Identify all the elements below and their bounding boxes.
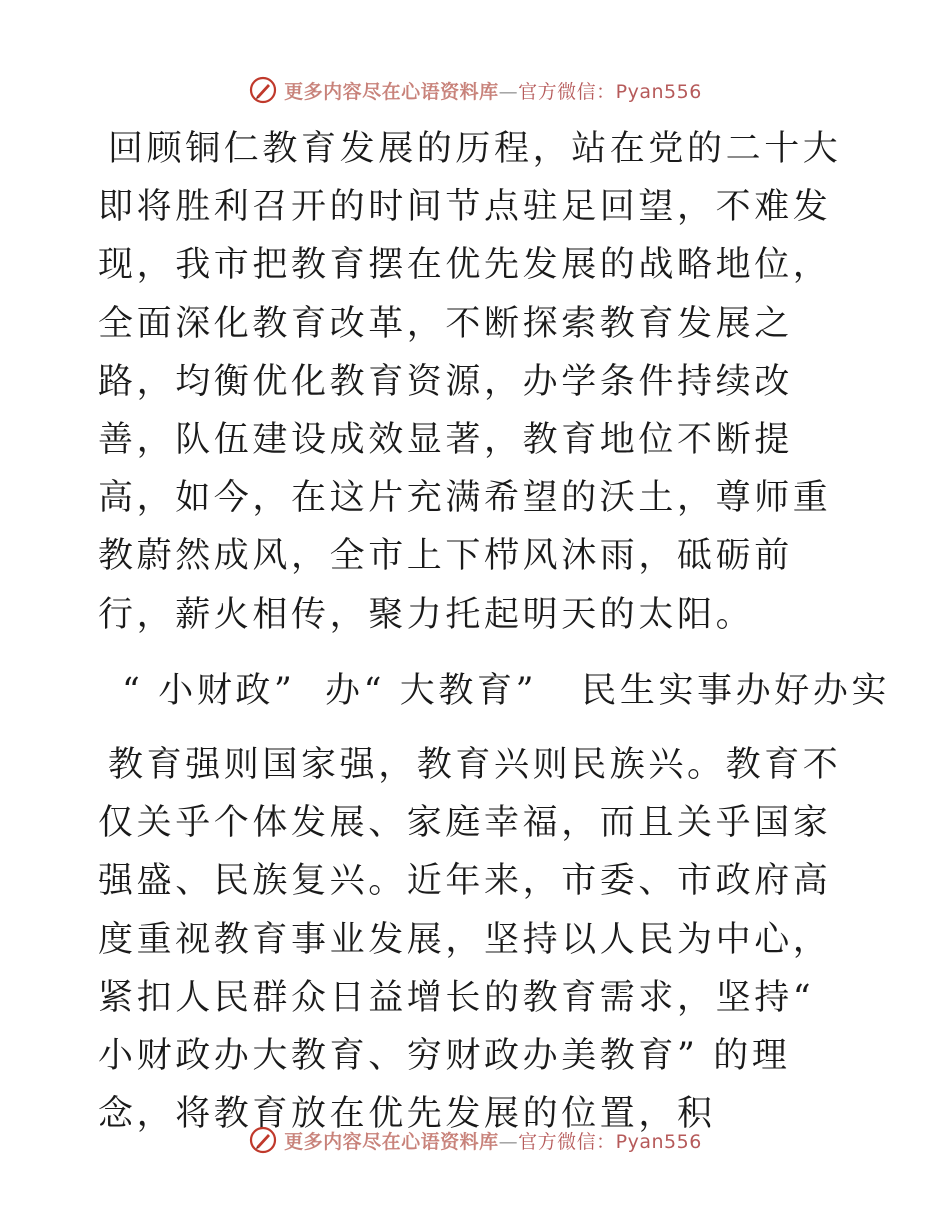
watermark-text: 更多内容尽在心语资料库—官方微信：Pyan556	[284, 80, 702, 103]
document-body	[98, 120, 891, 1143]
header-watermark	[0, 70, 950, 110]
footer-watermark	[0, 1120, 950, 1160]
paragraph-1: 回顾铜仁教育发展的历程，站在党的二十大即将胜利召开的时间节点驻足回望，不难发现，我市把教育摆在优先发展的战略地位，全面深化教育改革，不断探索教育发展之路，均衡优化教育资源，办学条件持续改善，队伍建设成效显著，教育地位不断提高，如今，在这片充满希望的沃土，尊师重教蔚然成风，全市上下栉风沐雨，砥砺前行，薪火相传，聚力托起明天的太阳。	[98, 129, 842, 635]
pen-quill-logo-icon	[248, 1125, 278, 1155]
paragraph-2: 教育强则国家强，教育兴则民族兴。教育不仅关乎个体发展、家庭幸福，而且关乎国家强盛、民族复兴。近年来，市委、市政府高度重视教育事业发展，坚持以人民为中心，紧扣人民群众日益增长的教育需求，坚持“ 小财政办大教育、穷财政办美教育” 的理念，将教育放在优先发展的位置，积	[98, 745, 842, 1135]
section-heading: “ 小财政” 办“ 大教育” 民生实事办好办实	[122, 670, 891, 711]
watermark-text: 更多内容尽在心语资料库—官方微信：Pyan556	[284, 1130, 702, 1153]
pen-quill-logo-icon	[248, 75, 278, 105]
